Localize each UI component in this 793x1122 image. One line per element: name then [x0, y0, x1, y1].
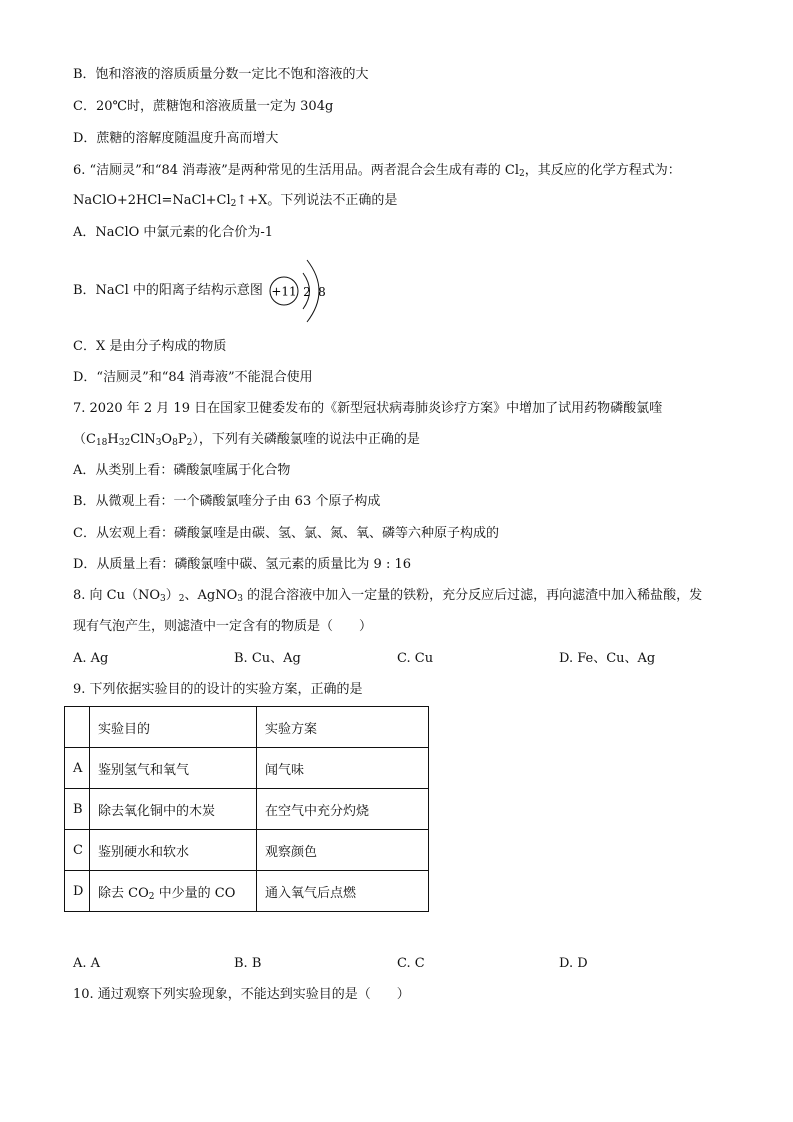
q9-option-b: B. B	[234, 956, 262, 971]
q6-equation-left: NaClO+2HCl=NaCl+Cl	[73, 193, 231, 208]
q6-stem-text: 6. “洁厕灵”和“84 消毒液”是两种常见的生活用品。两者混合会生成有毒的 Cl	[73, 163, 520, 178]
q9-option-c: C. C	[397, 956, 425, 971]
table-row	[65, 871, 429, 912]
table-cell-goal: 鉴别硬水和软水	[90, 830, 257, 871]
table-cell-goal: 除去氧化铜中的木炭	[90, 789, 257, 830]
q5-option-c: C．20℃时，蔗糖饱和溶液质量一定为 304g	[73, 99, 334, 114]
q7-option-d: D．从质量上看：磷酸氯喹中碳、氢元素的质量比为 9 : 16	[73, 557, 412, 572]
q7-stem-line-2	[73, 431, 420, 449]
q6-option-c: C．X 是由分子构成的物质	[73, 339, 227, 354]
q7-option-b: B．从微观上看：一个磷酸氯喹分子由 63 个原子构成	[73, 494, 381, 509]
q8-stem-part-3: 、AgNO	[184, 588, 238, 603]
q7-stem-line-1: 7. 2020 年 2 月 19 日在国家卫健委发布的《新型冠状病毒肺炎诊疗方案》中增加了试用药物磷酸氯喹	[73, 401, 663, 416]
q8-options	[73, 650, 723, 668]
goal-co2-subscript: 2	[148, 891, 155, 902]
q8-stem-line-2: 现有气泡产生，则滤渣中一定含有的物质是（ ）	[73, 619, 373, 634]
q9-option-a: A. A	[73, 956, 101, 971]
q7-option-c: C．从宏观上看：磷酸氯喹是由碳、氢、氯、氮、氧、磷等六种原子构成的	[73, 526, 499, 541]
q8-stem-part-1: 8. 向 Cu（NO	[73, 588, 161, 603]
table-row	[65, 830, 429, 871]
q8-option-b: B. Cu、Ag	[234, 651, 301, 666]
table-cell-plan: 在空气中充分灼烧	[257, 789, 429, 830]
q7-formula-sub-c: 18	[95, 438, 108, 448]
table-cell-plan: 闻气味	[257, 748, 429, 789]
q8-stem-part-2: ）	[165, 588, 179, 603]
q7-formula-o: O	[161, 432, 173, 447]
q7-formula-sub-p: 2	[186, 438, 193, 448]
table-header-row	[65, 707, 429, 748]
q6-equation-line	[73, 192, 397, 210]
table-cell-goal: 鉴别氢气和氧气	[90, 748, 257, 789]
q7-formula-c: （C	[73, 432, 96, 447]
q8-sub-3: 3	[237, 594, 243, 604]
q9-stem: 9. 下列依据实验目的的设计的实验方案，正确的是	[73, 682, 363, 697]
q7-formula-sub-n: 3	[155, 438, 162, 448]
table-cell-plan: 通入氧气后点燃	[257, 871, 429, 912]
shell-2-electrons: 8	[318, 285, 326, 299]
q6-stem-line-1	[73, 162, 681, 180]
q9-options	[73, 955, 723, 973]
table-header-cell: 实验目的	[90, 707, 257, 748]
table-row-label: C	[65, 830, 90, 871]
q10-stem: 10. 通过观察下列实验现象，不能达到实验目的是（ ）	[73, 987, 410, 1002]
goal-text-a: 除去 CO	[98, 885, 149, 901]
table-cell-goal	[90, 871, 257, 912]
table-header-cell: 实验方案	[257, 707, 429, 748]
q5-option-b: B．饱和溶液的溶质质量分数一定比不饱和溶液的大	[73, 67, 369, 82]
table-header-cell	[65, 707, 90, 748]
q7-formula-sub-o: 8	[172, 438, 178, 448]
table-row	[65, 748, 429, 789]
table-row-label: D	[65, 871, 90, 912]
q8-stem-line-1	[73, 587, 702, 605]
q6-equation-subscript: 2	[230, 199, 237, 209]
q7-formula-h: H	[107, 432, 119, 447]
q9-experiment-table	[64, 706, 429, 912]
q6-equation-right: ↑+X。下列说法不正确的是	[236, 193, 398, 208]
q6-stem-end: ，其反应的化学方程式为：	[524, 163, 681, 178]
q8-stem-part-4: 的混合溶液中加入一定量的铁粉，充分反应后过滤，再向滤渣中加入稀盐酸，发	[243, 588, 703, 603]
q8-option-d: D. Fe、Cu、Ag	[559, 651, 656, 666]
q6-option-b-text: B．NaCl 中的阳离子结构示意图	[73, 283, 263, 298]
table-row-label: A	[65, 748, 90, 789]
nucleus-charge: +11	[271, 284, 297, 299]
q7-option-a: A．从类别上看：磷酸氯喹属于化合物	[73, 463, 291, 478]
table-cell-plan: 观察颜色	[257, 830, 429, 871]
table-row-label: B	[65, 789, 90, 830]
q6-cl2-subscript: 2	[519, 169, 525, 179]
q7-formula-sub-h: 32	[118, 438, 131, 448]
q8-option-c: C. Cu	[397, 651, 434, 666]
q9-option-d: D. D	[559, 956, 588, 971]
q7-formula-cln: ClN	[130, 432, 156, 447]
goal-text-b: 中少量的 CO	[154, 885, 236, 901]
shell-1-electrons: 2	[303, 285, 311, 299]
q6-option-a: A．NaClO 中氯元素的化合价为-1	[73, 225, 274, 240]
q8-sub-1: 3	[160, 594, 166, 604]
table-row	[65, 789, 429, 830]
q5-option-d: D．蔗糖的溶解度随温度升高而增大	[73, 131, 279, 146]
q6-option-d: D．“洁厕灵”和“84 消毒液”不能混合使用	[73, 370, 313, 385]
q8-option-a: A. Ag	[73, 651, 109, 666]
ion-structure-diagram	[73, 258, 373, 328]
q7-stem-end: ），下列有关磷酸氯喹的说法中正确的是	[192, 432, 420, 447]
q8-sub-2: 2	[178, 594, 185, 604]
q7-formula-p: P	[177, 432, 187, 447]
q6-option-b	[73, 258, 373, 328]
